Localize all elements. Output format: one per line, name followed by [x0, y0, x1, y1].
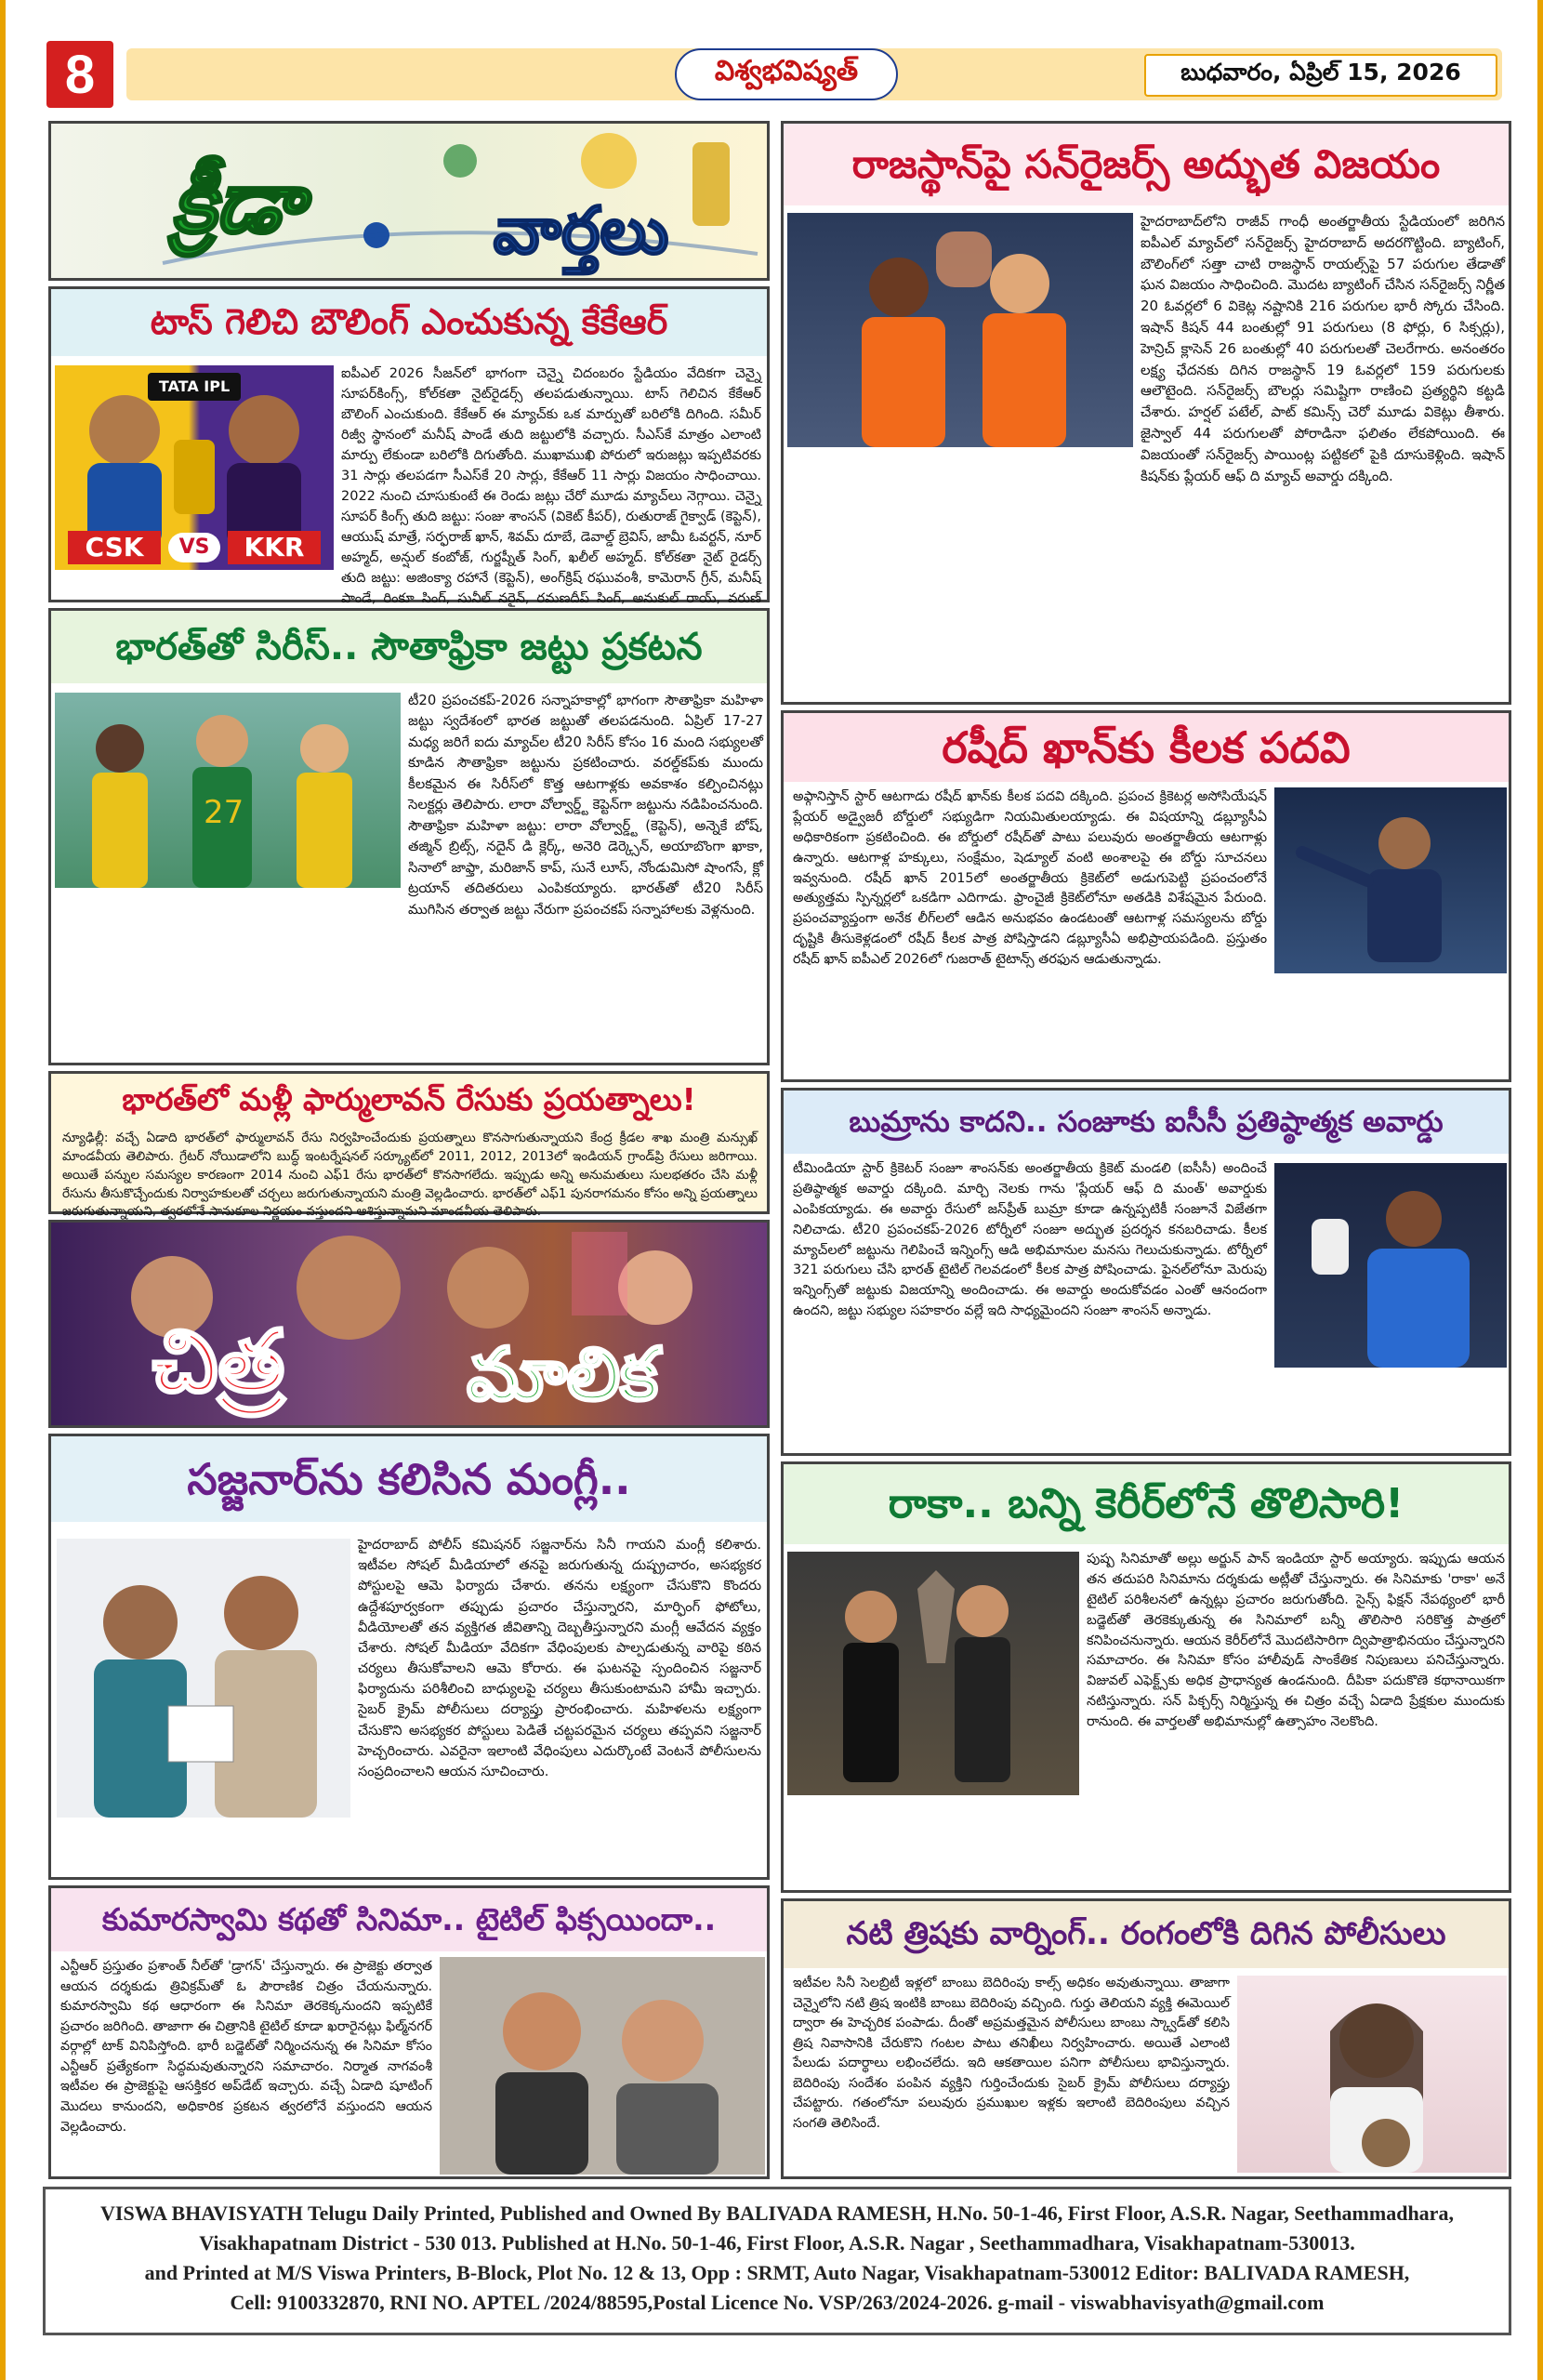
sanju-photo-graphic: [1274, 1163, 1507, 1368]
team-csk-label: CSK: [68, 531, 161, 564]
srh-win-headline: రాజస్థాన్‌పై సన్‌రైజర్స్ అద్భుత విజయం: [784, 124, 1509, 205]
svg-text:27: 27: [204, 794, 244, 831]
formula-one-story: [48, 1071, 770, 1220]
sanju-award-body: టీమిండియా స్టార్ క్రికెటర్ సంజూ శాంసన్‌కు అంతర్జాతీయ క్రికెట్ మండలి (ఐసీసీ) అందించే ప్రతిష్ఠాత్మక అవార్డు దక్కింది. మార్చి నెలకు గాను 'ప్లేయర్ ఆఫ్ ది మంత్' అవార్డుకు ఎంపికయ్యాడు. ఈ అవార్డు రేసులో జస్‌ప్రీత్ బుమ్రా కూడా ఉన్నప్పటికీ సంజూనే విజేతగా నిలిచాడు. టీ20 ప్రపంచకప్-2026 టోర్నీలో సంజూ అద్భుత ప్రదర్శన కనబరిచాడు. కీలక మ్యాచ్‌లలో జట్టును గెలిపించే ఇన్నింగ్స్ ఆడి అభిమానుల మనసు గెలుచుకున్నాడు. టోర్నీలో 321 పరుగులు చేసి భారత్ టైటిల్ గెలవడంలో కీలక పాత్ర పోషించాడు. ఫైనల్‌లోనూ మెరుపు ఇన్నింగ్స్‌తో జట్టుకు విజయాన్ని అందించాడు. ఈ అవార్డు అందుకోవడం ఎంతో ఆనందంగా ఉందని, జట్టు సభ్యుల సహకారం వల్లే ఇది సాధ్యమైందని సంజూ శాంసన్ అన్నాడు.: [793, 1161, 1267, 1319]
rashid-khan-story: [781, 710, 1511, 1082]
kumaraswamy-headline: కుమారస్వామి కథతో సినిమా.. టైటిల్ ఫిక్సయిందా..: [51, 1888, 767, 1951]
srh-players-photo: [787, 213, 1133, 447]
sports-banner: [48, 121, 770, 281]
kumaraswamy-story: [48, 1885, 770, 2179]
kkr-toss-story: [48, 286, 770, 607]
sanju-photo: [1274, 1163, 1507, 1368]
formula-one-body: న్యూఢిల్లీ: వచ్చే ఏడాది భారత్‌లో ఫార్ములావన్ రేసు నిర్వహించేందుకు ప్రయత్నాలు కొనసాగుతున్నాయని కేంద్ర క్రీడల శాఖ మంత్రి మన్సుఖ్ మాండవీయ తెలిపారు. గ్రేటర్ నోయిడాలోని బుద్ధ్ ఇంటర్నేషనల్ సర్క్యూట్‌లో 2011, 2012, 2013లో ఇండియన్ గ్రాండ్‌ప్రి రేసులు జరిగాయి. అయితే పన్నుల సమస్యల కారణంగా 2014 నుంచి ఎఫ్1 రేసు భారత్‌లో కొనసాగలేదు. ఇప్పుడు అన్ని అనుమతులు సులభతరం చేసి మళ్లీ రేసును తీసుకొచ్చేందుకు నిర్వాహకులతో చర్చలు జరుగుతున్నాయని మంత్రి వెల్లడించారు. భారత్‌లో ఎఫ్1 పునరాగమనం కోసం అన్ని ప్రయత్నాలు జరుగుతున్నాయని, త్వరలోనే సానుకూల నిర్ణయం వస్తుందని ఆశిస్తున్నామని మాండవీయ తెలిపారు.: [62, 1130, 758, 1220]
srh-players-graphic: [787, 213, 1133, 447]
allu-arjun-photo: [787, 1552, 1079, 1795]
ipl-brand: TATA IPL: [148, 373, 241, 401]
cinema-banner-word1: చిత్ర: [152, 1312, 285, 1412]
imprint-line-1: VISWA BHAVISYATH Telugu Daily Printed, Published and Owned By BALIVADA RAMESH, H.No. 50-1-46, First Floor, A.S.R. Nagar, Seethammadhara,: [100, 2202, 1454, 2225]
imprint-line-2: Visakhapatnam District - 530 013. Published at H.No. 50-1-46, First Floor, A.S.R. Nagar , Seethammadhara, Visakhapatnam-530013.: [199, 2230, 1355, 2254]
rashid-khan-body: అఫ్గానిస్తాన్ స్టార్ ఆటగాడు రషీద్ ఖాన్‌కు కీలక పదవి దక్కింది. ప్రపంచ క్రికెటర్ల అసోసియేషన్ ప్లేయర్ అడ్వైజరీ బోర్డులో సభ్యుడిగా నియమితులయ్యాడు. ఈ విషయాన్ని డబ్ల్యూసీఏ అధికారికంగా ప్రకటించింది. ఈ బోర్డులో రషీద్‌తో పాటు పలువురు అంతర్జాతీయ ఆటగాళ్లు ఉన్నారు. ఆటగాళ్ల హక్కులు, సంక్షేమం, షెడ్యూల్ వంటి అంశాలపై ఈ బోర్డు సూచనలు ఇవ్వనుంది. రషీద్ ఖాన్ 2015లో అంతర్జాతీయ క్రికెట్‌లో అడుగుపెట్టి ప్రపంచంలోనే అత్యుత్తమ స్పిన్నర్లలో ఒకడిగా ఎదిగాడు. ఫ్రాంచైజీ క్రికెట్‌లోనూ అతడికి విశేషమైన పేరుంది. ప్రపంచవ్యాప్తంగా అనేక లీగ్‌లలో ఆడిన అనుభవం ఉండటంతో ఆటగాళ్ల సమస్యలను బోర్డు దృష్టికి తీసుకెళ్లడంలో రషీద్ కీలక పాత్ర పోషిస్తాడని డబ్ల్యూసీఏ అభిప్రాయపడింది. ప్రస్తుతం రషీద్ ఖాన్ ఐపీఎల్ 2026లో గుజరాత్ టైటాన్స్ తరఫున ఆడుతున్నాడు.: [793, 789, 1267, 968]
sa-squad-body: టీ20 ప్రపంచకప్-2026 సన్నాహకాల్లో భాగంగా సౌతాఫ్రికా మహిళా జట్టు స్వదేశంలో భారత జట్టుతో తలపడనుంది. ఏప్రిల్ 17-27 మధ్య జరిగే ఐదు మ్యాచ్‌ల టీ20 సిరీస్ కోసం 16 మంది సభ్యులతో కూడిన సౌతాఫ్రికా జట్టును ప్రకటించారు. వరల్డ్‌కప్‌కు ముందు కీలకమైన ఈ సిరీస్‌లో కొత్త ఆటగాళ్లకు అవకాశం కల్పించినట్లు సెలక్టర్లు తెలిపారు. లారా వోల్వార్డ్ట్ కెప్టెన్‌గా జట్టును నడిపించనుంది. సౌతాఫ్రికా మహిళా జట్టు: లారా వోల్వార్డ్ట్ (కెప్టెన్), అన్నెకే బోష్, తజ్మిన్ బ్రిట్స్, నదైన్ డి క్లెర్క్, అనెరి డెర్క్సెన్, అయాబొంగా ఖాకా, సినాలో జాఫ్తా, మరిజాన్ కాప్, సునే లూస్, నోండుమిసో షాంగసే, క్లో ట్రయాన్ తదితరులు ఎంపికయ్యారు. భారత్‌తో టీ20 సిరీస్ ముగిసిన తర్వాత జట్టు నేరుగా ప్రపంచకప్ సన్నాహాలకు వెళ్లనుంది.: [408, 693, 763, 918]
mangli-story: [48, 1434, 770, 1880]
mangli-body: హైదరాబాద్ పోలీస్ కమిషనర్ సజ్జనార్‌ను సినీ గాయని మంగ్లీ కలిశారు. ఇటీవల సోషల్ మీడియాలో తనపై జరుగుతున్న దుష్ప్రచారం, అసభ్యకర పోస్టులపై ఆమె ఫిర్యాదు చేశారు. తనను లక్ష్యంగా చేసుకొని కొందరు ఉద్దేశపూర్వకంగా తప్పుడు ప్రచారం చేస్తున్నారని, మార్ఫింగ్ ఫోటోలు, వీడియోలతో తన వ్యక్తిగత జీవితాన్ని దెబ్బతీస్తున్నారని మంగ్లీ ఆవేదన వ్యక్తం చేశారు. సోషల్ మీడియా వేదికగా వేధింపులకు పాల్పడుతున్న వారిపై కఠిన చర్యలు తీసుకోవాలని ఆమె కోరారు. ఈ ఘటనపై స్పందించిన సజ్జనార్ ఫిర్యాదును పరిశీలించి బాధ్యులపై చర్యలు తీసుకుంటామని హామీ ఇచ్చారు. సైబర్ క్రైమ్ పోలీసులు దర్యాప్తు ప్రారంభించారు. మహిళలను లక్ష్యంగా చేసుకొని అసభ్యకర పోస్టులు పెడితే చట్టపరమైన చర్యలు తప్పవని సజ్జనార్ హెచ్చరించారు. ఎవరైనా ఇలాంటి వేధింపులు ఎదుర్కొంటే వెంటనే పోలీసులను సంప్రదించాలని ఆయన సూచించారు.: [358, 1537, 761, 1779]
kkr-toss-headline: టాస్ గెలిచి బౌలింగ్ ఎంచుకున్న కేకేఆర్: [51, 289, 767, 356]
sports-banner-word2: వార్తలు: [493, 192, 669, 269]
srh-win-story: [781, 121, 1511, 705]
sanju-award-story: [781, 1088, 1511, 1456]
bunny-headline: రాకా.. బన్ని కెరీర్‌లోనే తొలిసారి!: [784, 1464, 1509, 1544]
mangli-sajjanar-photo: [57, 1539, 350, 1818]
trisha-photo-graphic: [1237, 1976, 1507, 2173]
mangli-photo-graphic: [57, 1539, 350, 1818]
issue-date: బుధవారం, ఏప్రిల్ 15, 2026: [1144, 54, 1497, 97]
trisha-photo: [1237, 1976, 1507, 2173]
rashid-khan-headline: రషీద్ ఖాన్‌కు కీలక పదవి: [784, 713, 1509, 782]
trisha-headline: నటి త్రిషకు వార్నింగ్.. రంగంలోకి దిగిన పోలీసులు: [784, 1901, 1509, 1968]
cinema-banner-word2: మాలిక: [467, 1333, 658, 1418]
trisha-story: [781, 1898, 1511, 2179]
imprint-footer: [43, 2187, 1511, 2335]
team-kkr-label: KKR: [228, 531, 321, 564]
imprint-line-4: Cell: 9100332870, RNI NO. APTEL /2024/88595,Postal Licence No. VSP/263/2024-2026. g-mail - viswabhavisyath@gmail.com: [230, 2290, 1325, 2314]
kkr-toss-body: ఐపీఎల్ 2026 సీజన్‌లో భాగంగా చెన్నై చిదంబరం స్టేడియం వేదికగా చెన్నై సూపర్‌కింగ్స్, కోల్‌కతా నైట్‌రైడర్స్ తలపడుతున్నాయి. టాస్ గెలిచిన కేకేఆర్ బౌలింగ్ ఎంచుకుంది. కేకేఆర్ ఈ మ్యాచ్‌కు ఒక మార్పుతో బరిలోకి దిగింది. సమీర్ రిజ్వీ స్థానంలో మనీష్ పాండే తుది జట్టులోకి వచ్చారు. సీఎస్‌కే మాత్రం ఎలాంటి మార్పు లేకుండా బరిలోకి దిగుతోంది. ముఖాముఖి పోరులో ఇరుజట్లు ఇప్పటివరకు 31 సార్లు తలపడగా సీఎస్‌కే 20 సార్లు, కేకేఆర్ 11 సార్లు విజయం సాధించాయి. 2022 నుంచి చూసుకుంటే ఈ రెండు జట్లు చేరో మూడు మ్యాచ్‌లు నెగ్గాయి. చెన్నై సూపర్ కింగ్స్ తుది జట్టు: సంజు శాంసన్ (వికెట్ కీపర్), రుతురాజ్ గైక్వాడ్ (కెప్టెన్), ఆయుష్ మాత్రే, సర్ఫరాజ్ ఖాన్, శివమ్ దూబే, డెవాల్డ్ బ్రెవిస్, జామీ ఓవర్టన్, నూర్ అహ్మద్, అన్షుల్ కంబోజ్, గుర్జప్నీత్ సింగ్, ఖలీల్ అహ్మద్. కోల్‌కతా నైట్ రైడర్స్ తుది జట్టు: అజింక్యా రహానే (కెప్టెన్), అంగ్‌క్రిష్ రఘువంశీ, కామెరాన్ గ్రీన్, మనీష్ పాండే, రింకూ సింగ్, సునీల్ నరైన్, రమణదీప్ సింగ్, అనుకుల్ రాయ్, వరుణ్: [341, 366, 761, 607]
rashid-photo-graphic: [1274, 787, 1507, 973]
sa-squad-headline: భారత్‌తో సిరీస్.. సౌతాఫ్రికా జట్టు ప్రకటన: [51, 611, 767, 683]
sa-team-photo: [55, 693, 401, 888]
bunny-body: పుష్ప సినిమాతో అల్లు అర్జున్ పాన్ ఇండియా స్టార్ అయ్యారు. ఇప్పుడు ఆయన తన తదుపరి సినిమాను దర్శకుడు అట్లీతో చేస్తున్నారు. ఈ సినిమాకు 'రాకా' అనే టైటిల్ పరిశీలనలో ఉన్నట్లు ప్రచారం జరుగుతోంది. సైన్స్ ఫిక్షన్ నేపథ్యంలో భారీ బడ్జెట్‌తో తెరకెక్కుతున్న ఈ సినిమాలో బన్నీ తొలిసారి సరికొత్త పాత్రలో కనిపించనున్నారు. ఆయన కెరీర్‌లోనే మొదటిసారిగా ద్విపాత్రాభినయం చేస్తున్నారని సమాచారం. ఈ సినిమా కోసం హాలీవుడ్ సాంకేతిక నిపుణులు పనిచేస్తున్నారు. విజువల్ ఎఫెక్ట్స్‌కు అధిక ప్రాధాన్యత ఉండనుంది. దీపికా పదుకొణె కథానాయికగా నటిస్తున్నారు. సన్ పిక్చర్స్ నిర్మిస్తున్న ఈ చిత్రం వచ్చే ఏడాది ప్రేక్షకుల ముందుకు రానుంది. ఈ వార్తలతో అభిమానుల్లో ఉత్సాహం నెలకొంది.: [1087, 1552, 1505, 1730]
sa-squad-story: [48, 608, 770, 1065]
srh-win-body: హైదరాబాద్‌లోని రాజీవ్ గాంధీ అంతర్జాతీయ స్టేడియంలో జరిగిన ఐపీఎల్ మ్యాచ్‌లో సన్‌రైజర్స్ హైదరాబాద్ అదరగొట్టింది. బ్యాటింగ్, బౌలింగ్‌లో సత్తా చాటి రాజస్థాన్ రాయల్స్‌పై 57 పరుగుల తేడాతో ఘన విజయం సాధించింది. మొదట బ్యాటింగ్ చేసిన సన్‌రైజర్స్ నిర్ణీత 20 ఓవర్లలో 6 వికెట్ల నష్టానికి 216 పరుగుల భారీ స్కోరు చేసింది. ఇషాన్ కిషన్ 44 బంతుల్లో 91 పరుగులు (8 ఫోర్లు, 6 సిక్సర్లు), హెన్రిచ్ క్లాసెన్ 26 బంతుల్లో 40 పరుగులతో చెలరేగారు. అనంతరం లక్ష్య ఛేదనకు దిగిన రాజస్థాన్ 19 ఓవర్లలో 159 పరుగులకు ఆలౌటైంది. సన్‌రైజర్స్ బౌలర్లు సమిష్టిగా రాణించి ప్రత్యర్థిని కట్టడి చేశారు. హర్షల్ పటేల్, పాట్ కమిన్స్ చెరో మూడు వికెట్లు తీశారు. జైస్వాల్ 44 పరుగులతో పోరాడినా ఫలితం లేకపోయింది. ఈ విజయంతో సన్‌రైజర్స్ పాయింట్ల పట్టికలో పైకి దూసుకెళ్లింది. ఇషాన్ కిషన్‌కు ప్లేయర్ ఆఫ్ ది మ్యాచ్ అవార్డు దక్కింది.: [1141, 213, 1505, 484]
imprint-line-3: and Printed at M/S Viswa Printers, B-Block, Plot No. 12 & 13, Opp : SRMT, Auto Nagar, Visakhapatnam-530012 Editor: BALIVADA RAMESH,: [144, 2260, 1410, 2284]
page-number: 8: [46, 41, 113, 108]
kumaraswamy-body: ఎన్టీఆర్ ప్రస్తుతం ప్రశాంత్ నీల్‌తో 'డ్రాగన్' చేస్తున్నారు. ఈ ప్రాజెక్టు తర్వాత ఆయన దర్శకుడు త్రివిక్రమ్‌తో ఓ పౌరాణిక చిత్రం చేయనున్నారు. కుమారస్వామి కథ ఆధారంగా ఈ సినిమా తెరకెక్కనుందని ఇప్పటికే ప్రచారం జరిగింది. తాజాగా ఈ చిత్రానికి టైటిల్ కూడా ఖరారైనట్లు ఫిల్మ్‌నగర్ వర్గాల్లో టాక్ వినిపిస్తోంది. భారీ బడ్జెట్‌తో నిర్మించనున్న ఈ సినిమా కోసం ఎన్టీఆర్ ప్రత్యేకంగా సిద్ధమవుతున్నారని సమాచారం. నిర్మాత నాగవంశీ ఇటీవల ఈ ప్రాజెక్టుపై ఆసక్తికర అప్‌డేట్ ఇచ్చారు. వచ్చే ఏడాది షూటింగ్ మొదలు కానుందని, అధికారిక ప్రకటన త్వరలోనే వస్తుందని ఆయన వెల్లడించారు.: [60, 1959, 432, 2135]
vs-label: VS: [168, 533, 220, 562]
formula-one-headline: భారత్‌లో మళ్లీ ఫార్ములావన్ రేసుకు ప్రయత్నాలు!: [122, 1080, 696, 1117]
bunny-photo-graphic: [787, 1552, 1079, 1795]
mangli-headline: సజ్జనార్‌ను కలిసిన మంగ్లీ..: [51, 1436, 767, 1522]
ntr-photo-graphic: [440, 1957, 765, 2175]
csk-vs-kkr-photo: [55, 365, 334, 570]
cinema-banner: [48, 1220, 770, 1428]
ntr-trivikram-photo: [440, 1957, 765, 2175]
bunny-story: [781, 1461, 1511, 1893]
sa-players-graphic: [55, 693, 401, 888]
sanju-award-headline: బుమ్రాను కాదని.. సంజూకు ఐసీసీ ప్రతిష్ఠాత్మక అవార్డు: [784, 1091, 1509, 1154]
rashid-khan-photo: [1274, 787, 1507, 973]
sports-banner-word1: క్రీడా: [171, 152, 303, 253]
paper-logo[interactable]: విశ్వభవిష్యత్: [675, 48, 898, 100]
trisha-body: ఇటీవల సినీ సెలబ్రిటీ ఇళ్లలో బాంబు బెదిరింపు కాల్స్ అధికం అవుతున్నాయి. తాజాగా చెన్నైలోని నటి త్రిష ఇంటికి బాంబు బెదిరింపు వచ్చింది. గుర్తు తెలియని వ్యక్తి ఈమెయిల్ ద్వారా ఈ హెచ్చరిక పంపాడు. దీంతో అప్రమత్తమైన పోలీసులు బాంబు స్క్వాడ్‌తో కలిసి త్రిష నివాసానికి చేరుకొని గంటల పాటు తనిఖీలు నిర్వహించారు. అయితే ఎలాంటి పేలుడు పదార్థాలు లభించలేదు. ఇది ఆకతాయిల పనిగా పోలీసులు భావిస్తున్నారు. బెదిరింపు సందేశం పంపిన వ్యక్తిని గుర్తించేందుకు సైబర్ క్రైమ్ పోలీసులు దర్యాప్తు చేపట్టారు. గతంలోనూ పలువురు ప్రముఖుల ఇళ్లకు ఇలాంటి బెదిరింపులు వచ్చిన సంగతి తెలిసిందే.: [793, 1976, 1230, 2132]
